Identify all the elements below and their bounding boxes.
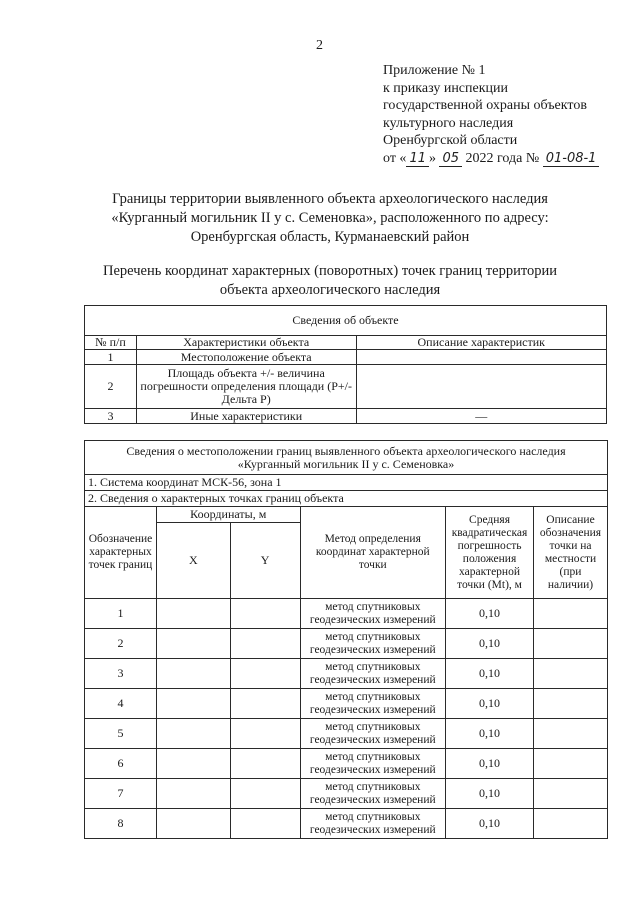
point-method: метод спутниковых геодезических измерений — [300, 629, 446, 659]
row-desc — [356, 350, 607, 365]
date-year: 2022 года № — [465, 150, 540, 166]
point-error: 0,10 — [446, 779, 534, 809]
point-x — [156, 809, 230, 839]
point-y — [230, 659, 300, 689]
point-id: 8 — [85, 809, 157, 839]
point-y — [230, 689, 300, 719]
table-row — [85, 809, 608, 839]
point-desc — [534, 809, 608, 839]
point-x — [156, 689, 230, 719]
table-row — [85, 779, 608, 809]
table-row — [85, 365, 607, 409]
appendix-line-2: к приказу инспекции — [383, 80, 509, 96]
col-error-header: Средняя квадратическая погрешность положения характерной точки (Mt), м — [446, 507, 534, 599]
point-y — [230, 629, 300, 659]
point-desc — [534, 719, 608, 749]
point-error: 0,10 — [446, 719, 534, 749]
appendix-date-line — [383, 150, 599, 168]
row-num: 2 — [85, 365, 137, 409]
boundary-points-table — [84, 440, 608, 839]
row-char: Иные характеристики — [136, 409, 356, 424]
point-id: 2 — [85, 629, 157, 659]
row-char: Площадь объекта +/- величина погрешности определения площади (P+/- Дельта P) — [136, 365, 356, 409]
col-coords-header: Координаты, м — [156, 507, 300, 523]
point-y — [230, 779, 300, 809]
document-title — [40, 190, 620, 247]
point-error: 0,10 — [446, 659, 534, 689]
col-y-header: Y — [230, 523, 300, 599]
date-month-handwritten: 05 — [439, 152, 462, 167]
subtitle-line-1: Перечень координат характерных (поворотных) точек границ территории — [102, 263, 558, 279]
appendix-line-1: Приложение № 1 — [383, 63, 486, 78]
points-info-row: 2. Сведения о характерных точках границ объекта — [85, 491, 608, 507]
point-method: метод спутниковых геодезических измерений — [300, 659, 446, 689]
date-day-handwritten: 11 — [406, 152, 429, 167]
point-desc — [534, 749, 608, 779]
coordinate-system-row: 1. Система координат МСК-56, зона 1 — [85, 475, 608, 491]
date-prefix: от « — [383, 150, 407, 166]
row-desc — [356, 365, 607, 409]
point-x — [156, 629, 230, 659]
point-error: 0,10 — [446, 809, 534, 839]
point-x — [156, 659, 230, 689]
appendix-block — [383, 62, 599, 167]
col-char-header: Характеристики объекта — [136, 336, 356, 350]
point-x — [156, 779, 230, 809]
point-x — [156, 599, 230, 629]
table-row — [85, 719, 608, 749]
document-subtitle — [40, 262, 620, 300]
point-id: 4 — [85, 689, 157, 719]
point-id: 1 — [85, 599, 157, 629]
object-info-table — [84, 305, 607, 424]
order-number-handwritten: 01-08-1 — [543, 152, 600, 167]
point-desc — [534, 599, 608, 629]
table-row — [85, 409, 607, 424]
col-desc-header: Описание обозначения точки на местности (при наличии) — [534, 507, 608, 599]
object-info-header: Сведения об объекте — [85, 306, 607, 336]
boundary-header-line-1: Сведения о местоположении границ выявленного объекта археологического наследия — [126, 443, 566, 458]
point-id: 6 — [85, 749, 157, 779]
table-row — [85, 599, 608, 629]
row-num: 3 — [85, 409, 137, 424]
point-desc — [534, 689, 608, 719]
col-num-header: № п/п — [85, 336, 137, 350]
boundary-header-line-2: «Курганный могильник II у с. Семеновка» — [237, 456, 455, 471]
point-error: 0,10 — [446, 629, 534, 659]
col-method-header: Метод определения координат характерной точки — [300, 507, 446, 599]
subtitle-line-2: объекта археологического наследия — [219, 282, 441, 298]
point-y — [230, 809, 300, 839]
table-row — [85, 629, 608, 659]
row-char: Местоположение объекта — [136, 350, 356, 365]
col-desc-header: Описание характеристик — [356, 336, 607, 350]
table-row — [85, 689, 608, 719]
date-mid: » — [428, 150, 436, 166]
point-id: 3 — [85, 659, 157, 689]
row-num: 1 — [85, 350, 137, 365]
point-y — [230, 599, 300, 629]
row-desc: — — [356, 409, 607, 424]
point-method: метод спутниковых геодезических измерений — [300, 599, 446, 629]
title-line-2: «Курганный могильник II у с. Семеновка», расположенного по адресу: — [111, 210, 549, 226]
point-desc — [534, 659, 608, 689]
point-method: метод спутниковых геодезических измерений — [300, 779, 446, 809]
point-desc — [534, 779, 608, 809]
appendix-line-5: Оренбургской области — [383, 133, 518, 148]
table-row — [85, 659, 608, 689]
point-error: 0,10 — [446, 749, 534, 779]
point-desc — [534, 629, 608, 659]
point-y — [230, 749, 300, 779]
point-id: 5 — [85, 719, 157, 749]
appendix-line-3: государственной охраны объектов — [383, 98, 587, 113]
point-method: метод спутниковых геодезических измерений — [300, 689, 446, 719]
page-number: 2 — [316, 38, 323, 53]
col-x-header: X — [156, 523, 230, 599]
point-error: 0,10 — [446, 599, 534, 629]
point-method: метод спутниковых геодезических измерений — [300, 809, 446, 839]
title-line-1: Границы территории выявленного объекта археологического наследия — [112, 191, 548, 207]
point-error: 0,10 — [446, 689, 534, 719]
table-row — [85, 350, 607, 365]
point-method: метод спутниковых геодезических измерений — [300, 749, 446, 779]
point-x — [156, 749, 230, 779]
point-x — [156, 719, 230, 749]
appendix-line-4: культурного наследия — [383, 115, 514, 131]
point-id: 7 — [85, 779, 157, 809]
col-designation-header: Обозначение характерных точек границ — [85, 507, 157, 599]
title-line-3: Оренбургская область, Курманаевский район — [190, 229, 470, 245]
boundary-table-header — [85, 441, 608, 475]
table-row — [85, 749, 608, 779]
point-y — [230, 719, 300, 749]
point-method: метод спутниковых геодезических измерений — [300, 719, 446, 749]
